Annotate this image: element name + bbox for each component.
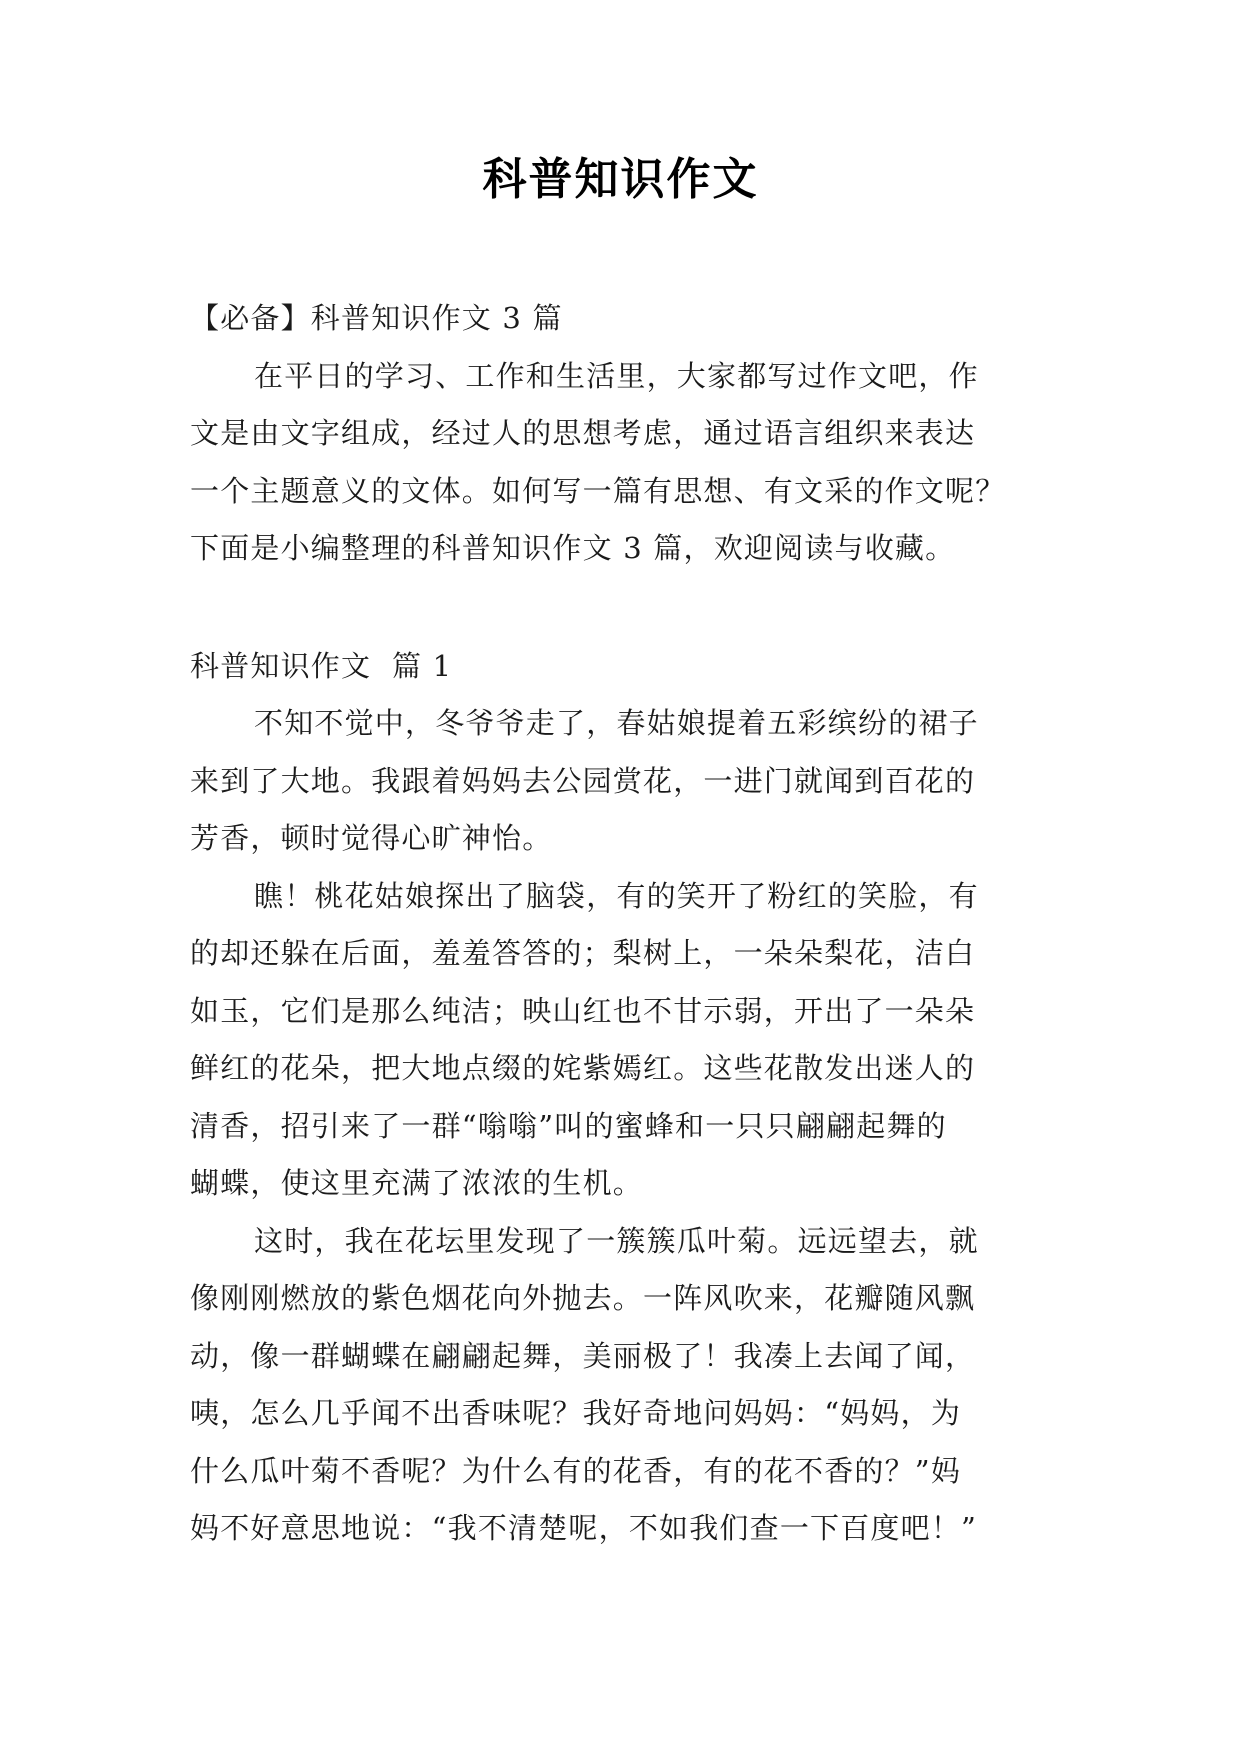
body-paragraph xyxy=(190,695,1060,868)
paragraph-line: 这时，我在花坛里发现了一簇簇瓜叶菊。远远望去，就 xyxy=(254,1223,979,1258)
body-paragraph xyxy=(190,1213,1060,1558)
paragraph-line: 不知不觉中，冬爷爷走了，春姑娘提着五彩缤纷的裙子 xyxy=(254,706,979,740)
section-heading: 科普知识作文 篇 1 xyxy=(190,648,453,683)
paragraph-line: 妈不好意思地说：“我不清楚呢，不如我们查一下百度吧！” xyxy=(190,1511,978,1545)
paragraph-line: 如玉，它们是那么纯洁；映山红也不甘示弱，开出了一朵朵 xyxy=(190,993,976,1028)
paragraph-line: 的却还躲在后面，羞羞答答的；梨树上，一朵朵梨花，洁白 xyxy=(190,936,976,970)
paragraph-line: 鲜红的花朵，把大地点缀的姹紫嫣红。这些花散发出迷人的 xyxy=(190,1051,976,1085)
paragraph-line: 咦，怎么几乎闻不出香味呢？我好奇地问妈妈：“妈妈，为 xyxy=(190,1396,962,1430)
intro-paragraph xyxy=(190,348,1060,578)
paragraph-line: 瞧！桃花姑娘探出了脑袋，有的笑开了粉红的笑脸，有 xyxy=(254,878,979,913)
paragraph-line: 动，像一群蝴蝶在翩翩起舞，美丽极了！我凑上去闻了闻， xyxy=(190,1338,976,1373)
document-subtitle: 【必备】科普知识作文 3 篇 xyxy=(190,301,563,335)
paragraph-line: 蝴蝶，使这里充满了浓浓的生机。 xyxy=(190,1166,644,1200)
paragraph-line: 清香，招引来了一群“嗡嗡”叫的蜜蜂和一只只翩翩起舞的 xyxy=(190,1108,947,1143)
paragraph-line: 像刚刚燃放的紫色烟花向外抛去。一阵风吹来，花瓣随风飘 xyxy=(190,1281,976,1315)
paragraph-line: 来到了大地。我跟着妈妈去公园赏花，一进门就闻到百花的 xyxy=(190,763,976,798)
document-body xyxy=(190,290,1060,1558)
paragraph-line: 在平日的学习、工作和生活里，大家都写过作文吧，作 xyxy=(254,358,979,393)
paragraph-line: 下面是小编整理的科普知识作文 3 篇，欢迎阅读与收藏。 xyxy=(190,531,956,565)
section-spacer xyxy=(190,578,1060,638)
paragraph-line: 一个主题意义的文体。如何写一篇有思想、有文采的作文呢？ xyxy=(190,473,1006,508)
document-title: 科普知识作文 xyxy=(482,154,759,205)
paragraph-line: 文是由文字组成，经过人的思想考虑，通过语言组织来表达 xyxy=(190,416,976,450)
paragraph-line: 什么瓜叶菊不香呢？为什么有的花香，有的花不香的？”妈 xyxy=(190,1453,962,1488)
body-paragraph xyxy=(190,868,1060,1213)
paragraph-line: 芳香，顿时觉得心旷神怡。 xyxy=(190,821,553,855)
